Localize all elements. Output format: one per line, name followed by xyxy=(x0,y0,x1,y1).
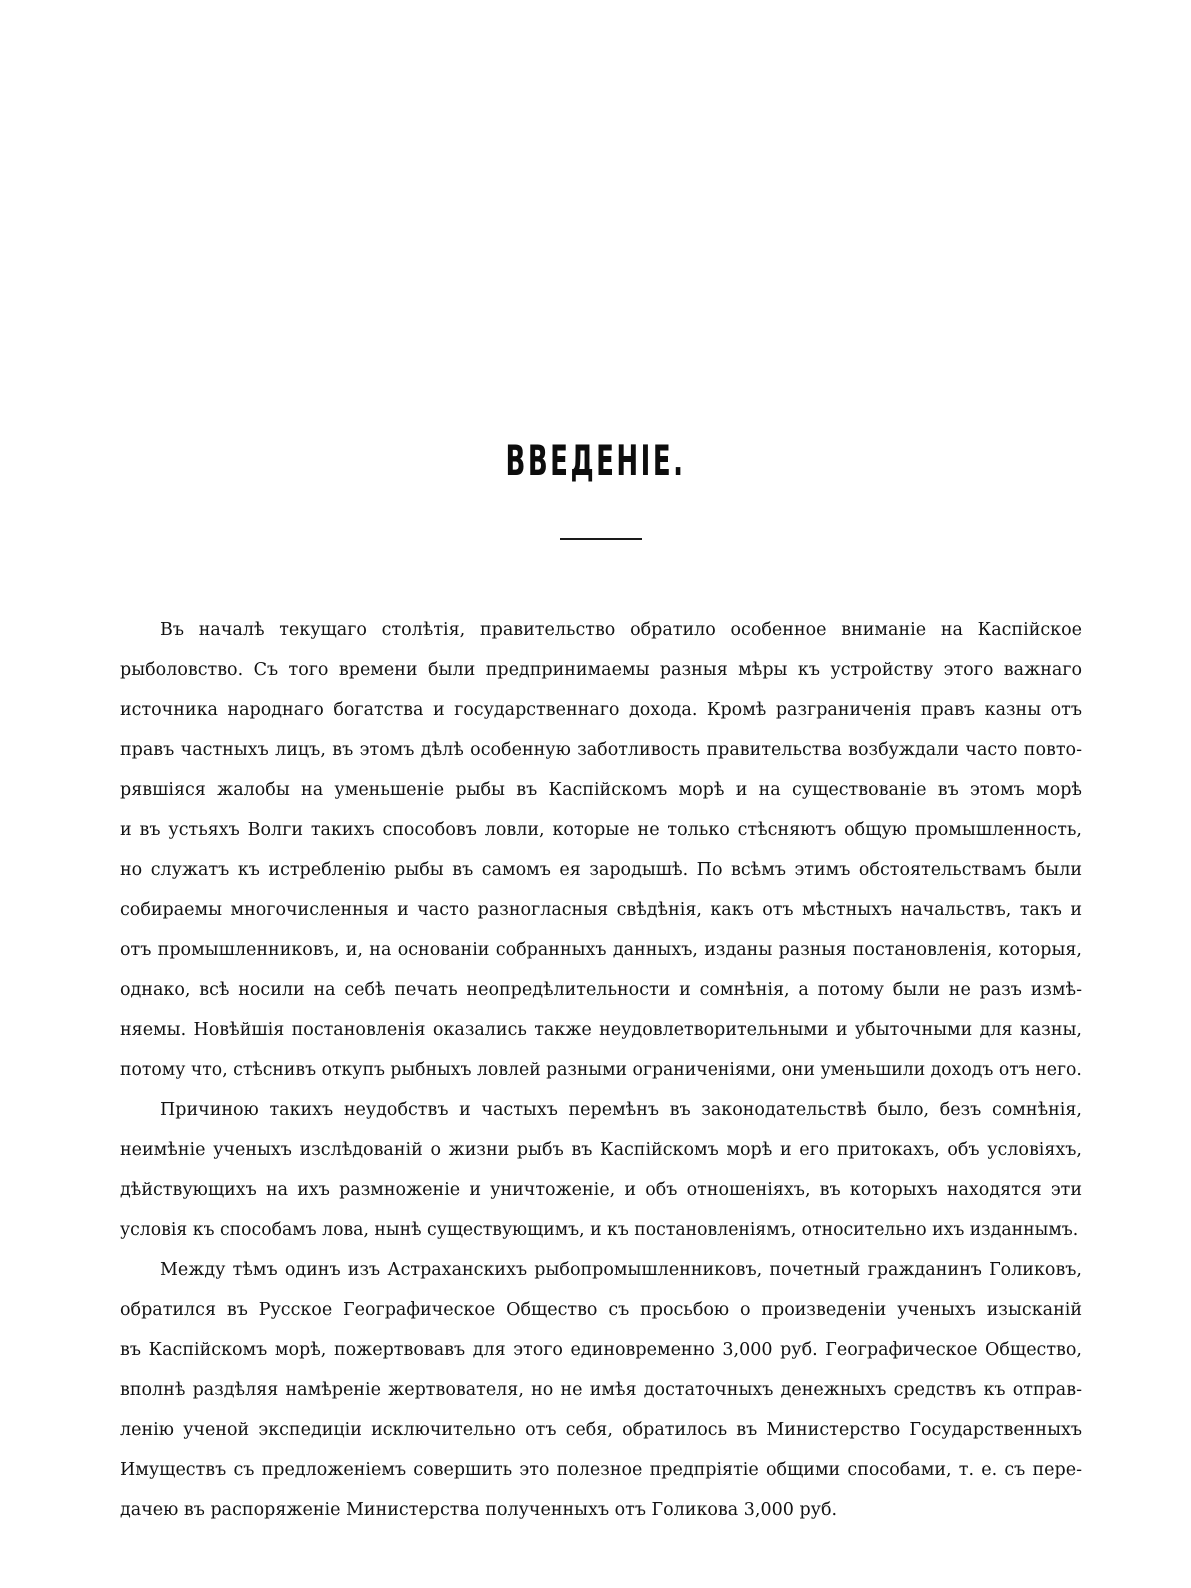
title-divider xyxy=(560,538,642,540)
text-line: рявшіяся жалобы на уменьшеніе рыбы въ Каспійскомъ морѣ и на существованіе въ этомъ морѣ xyxy=(120,780,1082,800)
text-line: и въ устьяхъ Волги такихъ способовъ ловли, которые не только стѣсняютъ общую промышленность, xyxy=(120,820,1082,840)
text-line: въ Каспійскомъ морѣ, пожертвовавъ для этого единовременно 3,000 руб. Географическое Общество, xyxy=(120,1340,1082,1360)
text-line: условія къ способамъ лова, нынѣ существующимъ, и къ постановленіямъ, относительно ихъ изданнымъ. xyxy=(120,1220,1079,1240)
text-line: отъ промышленниковъ, и, на основаніи собранныхъ данныхъ, изданы разныя постановленія, которыя, xyxy=(120,940,1082,960)
text-line: ленію ученой экспедиціи исключительно отъ себя, обратилось въ Министерство Государственныхъ xyxy=(120,1420,1082,1440)
text-line: Имуществъ съ предложеніемъ совершить это полезное предпріятіе общими способами, т. е. съ пере- xyxy=(120,1460,1082,1480)
text-line: дѣйствующихъ на ихъ размноженіе и уничтоженіе, и объ отношеніяхъ, въ которыхъ находятся эти xyxy=(120,1180,1082,1200)
text-line: собираемы многочисленныя и часто разногласныя свѣдѣнія, какъ отъ мѣстныхъ начальствъ, такъ и xyxy=(120,900,1082,920)
text-line: неимѣніе ученыхъ изслѣдованій о жизни рыбъ въ Каспійскомъ морѣ и его притокахъ, объ условіяхъ, xyxy=(120,1140,1082,1160)
text-line: правъ частныхъ лицъ, въ этомъ дѣлѣ особенную заботливость правительства возбуждали часто повто- xyxy=(120,740,1082,760)
text-line: источника народнаго богатства и государственнаго дохода. Кромѣ разграниченія правъ казны отъ xyxy=(120,700,1082,720)
text-line: Между тѣмъ одинъ изъ Астраханскихъ рыбопромышленниковъ, почетный гражданинъ Голиковъ, xyxy=(160,1260,1082,1280)
text-line: однако, всѣ носили на себѣ печать неопредѣлительности и сомнѣнія, а потому были не разъ измѣ- xyxy=(120,980,1082,1000)
text-line: обратился въ Русское Географическое Общество съ просьбою о произведеніи ученыхъ изысканій xyxy=(120,1300,1082,1320)
text-line: няемы. Новѣйшія постановленія оказались также неудовлетворительными и убыточными для казны, xyxy=(120,1020,1082,1040)
text-line: Въ началѣ текущаго столѣтія, правительство обратило особенное вниманіе на Каспійское xyxy=(160,620,1082,640)
text-line: потому что, стѣснивъ откупъ рыбныхъ ловлей разными ограниченіями, они уменьшили доходъ отъ него. xyxy=(120,1060,1082,1080)
chapter-title: ВВЕДЕНIЕ. xyxy=(505,436,686,485)
body-text xyxy=(120,610,1082,1530)
text-line: дачею въ распоряженіе Министерства полученныхъ отъ Голикова 3,000 руб. xyxy=(120,1500,838,1520)
text-line: вполнѣ раздѣляя намѣреніе жертвователя, но не имѣя достаточныхъ денежныхъ средствъ къ отправ- xyxy=(120,1380,1082,1400)
text-line: Причиною такихъ неудобствъ и частыхъ перемѣнъ въ законодательствѣ было, безъ сомнѣнія, xyxy=(160,1100,1082,1120)
text-line: но служатъ къ истребленію рыбы въ самомъ ея зародышѣ. По всѣмъ этимъ обстоятельствамъ были xyxy=(120,860,1082,880)
text-line: рыболовство. Съ того времени были предпринимаемы разныя мѣры къ устройству этого важнаго xyxy=(120,660,1082,680)
